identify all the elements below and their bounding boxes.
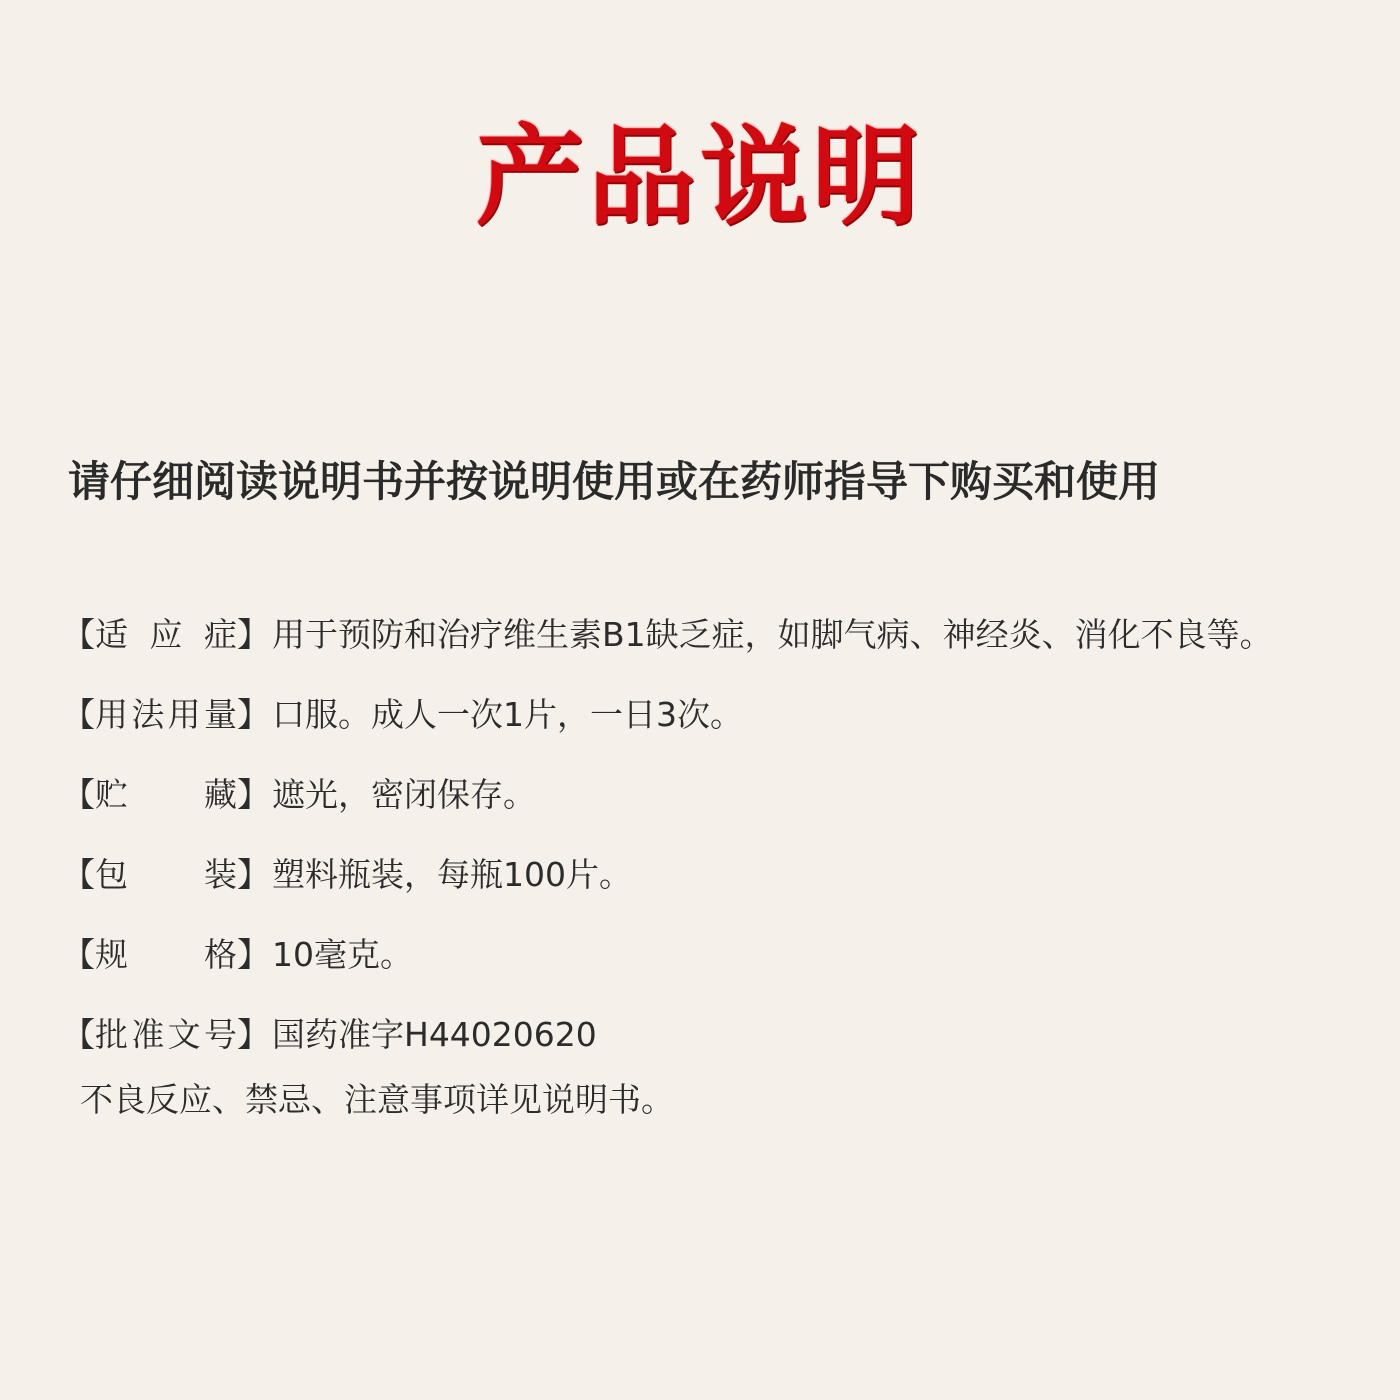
label-close-bracket: 】 — [237, 774, 270, 814]
label-text-approval-number: 批准文号 — [95, 1014, 237, 1054]
label-close-bracket: 】 — [237, 934, 270, 974]
label-text-specification: 规格 — [95, 934, 237, 974]
label-text-dosage: 用法用量 — [95, 694, 237, 734]
label-text-indication: 适应症 — [95, 614, 237, 654]
row-storage — [62, 752, 1382, 832]
row-label — [62, 929, 270, 976]
row-label — [62, 769, 270, 816]
value-packaging: 塑料瓶装，每瓶100片。 — [272, 854, 632, 894]
label-text-storage: 贮藏 — [95, 774, 237, 814]
label-open-bracket: 【 — [62, 774, 95, 814]
label-close-bracket: 】 — [237, 1014, 270, 1054]
label-open-bracket: 【 — [62, 694, 95, 734]
row-dosage — [62, 672, 1382, 752]
value-approval-number: 国药准字H44020620 — [272, 1014, 597, 1054]
value-indication: 用于预防和治疗维生素B1缺乏症，如脚气病、神经炎、消化不良等。 — [272, 614, 1273, 654]
value-specification: 10毫克。 — [272, 934, 413, 974]
label-open-bracket: 【 — [62, 854, 95, 894]
label-open-bracket: 【 — [62, 614, 95, 654]
label-close-bracket: 】 — [237, 694, 270, 734]
label-open-bracket: 【 — [62, 934, 95, 974]
row-packaging — [62, 832, 1382, 912]
row-specification — [62, 912, 1382, 992]
label-close-bracket: 】 — [237, 614, 270, 654]
usage-notice: 请仔细阅读说明书并按说明使用或在药师指导下购买和使用 — [68, 457, 1161, 506]
page-title: 产品说明 — [475, 115, 924, 240]
row-approval-number — [62, 992, 1382, 1072]
value-dosage: 口服。成人一次1片，一日3次。 — [272, 694, 743, 734]
label-text-packaging: 包装 — [95, 854, 237, 894]
row-indication — [62, 592, 1382, 672]
row-label — [62, 849, 270, 896]
footer-note: 不良反应、禁忌、注意事项详见说明书。 — [80, 1080, 674, 1119]
label-close-bracket: 】 — [237, 854, 270, 894]
product-info-list — [62, 592, 1382, 1072]
row-label — [62, 609, 270, 656]
value-storage: 遮光，密闭保存。 — [272, 774, 536, 814]
row-label — [62, 1009, 270, 1056]
label-open-bracket: 【 — [62, 1014, 95, 1054]
row-label — [62, 689, 270, 736]
